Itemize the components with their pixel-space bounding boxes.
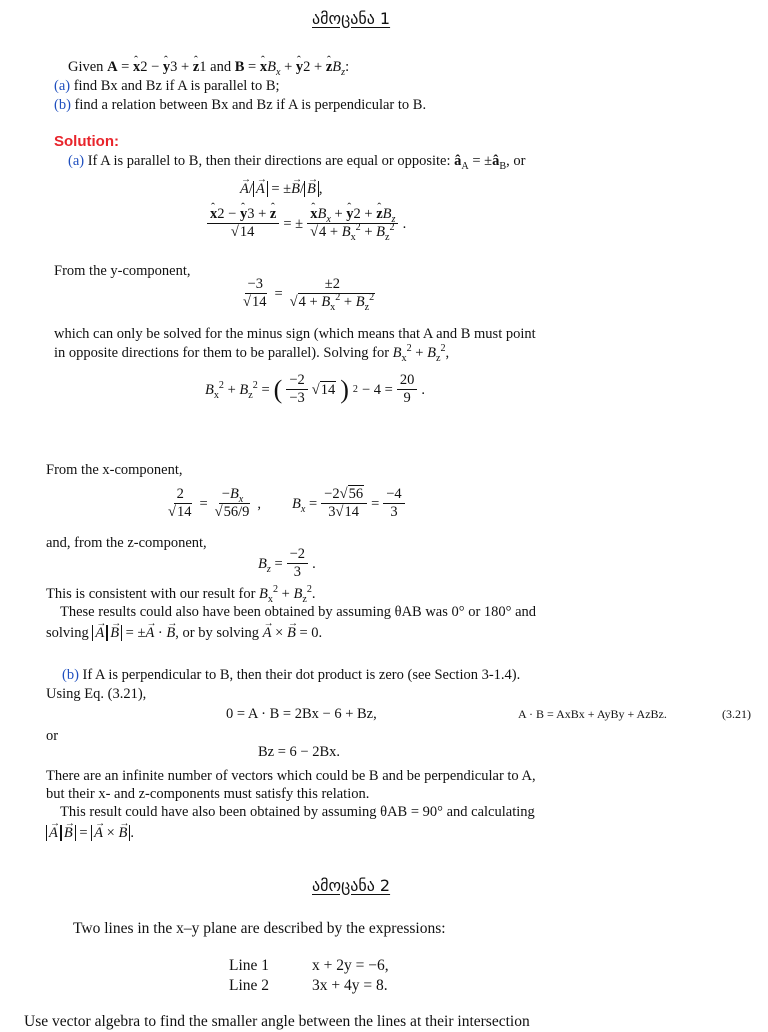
- sol-b-label: (b): [62, 667, 79, 683]
- solution-b-intro: [62, 666, 520, 684]
- equation-bx2-bz2: $B_x^2 + B_z^2$ = ( $\frac{-2}{-3}$ √14 ) 2 − 4 = $\frac{20}{9}$ .: [205, 372, 425, 406]
- could-also-text-3: This result could have also been obtained by assuming θAB = 90° and calculating: [60, 804, 535, 820]
- part-a-question: [54, 77, 280, 95]
- infinite-text-1: There are an infinite number of vectors which could be B and be perpendicular to A,: [46, 768, 536, 784]
- problem-2-intro: Two lines in the x–y plane are described by the expressions:: [73, 920, 446, 937]
- part-b-label: (b): [54, 97, 71, 113]
- equation-y-component: $\frac{-3}{√14}$ = $\frac{\pm 2}{√4 + B_x^2 + B_z^2}$: [243, 276, 375, 313]
- part-b-question: [54, 96, 426, 114]
- sol-a-label: (a): [68, 153, 85, 169]
- equation-unit-components: ˆ $\frac{\text{x2 − ˆ y3 + ˆ z}}{√14}$ = ± ˆ $\frac{xB_x + ˆ y2 + ˆ zB_z}{√4 + B_x^2 + B_z^2}$ .: [207, 206, 406, 241]
- equation-cross-magnitude: → A→ B = → A × → B .: [46, 824, 134, 842]
- minus-sign-line-2: in opposite directions for them to be parallel). Solving for $B_x^2 + B_z^2$,: [54, 343, 450, 364]
- problem-1-title: ამოცანა 1: [312, 9, 391, 28]
- consistent-text: This is consistent with our result for $B_x^2 + B_z^2$.: [46, 584, 316, 605]
- from-y-text: From the y-component,: [54, 263, 191, 279]
- equation-x-component: $\frac{2}{√14}$ = $\frac{-B_x}{√56/9}$ ,: [168, 486, 262, 520]
- sol-b-text: If A is perpendicular to B, then their dot product is zero (see Section 3-1.4).: [82, 667, 521, 683]
- line-1-label: Line 1: [229, 957, 270, 974]
- line-2-equation: 3x + 4y = 8.: [312, 977, 388, 994]
- problem-2-title: ამოცანა 2: [312, 876, 391, 895]
- given-statement: Given A = ˆ x2 − ˆ y3 + ˆ z1 and B = ˆ $xB_x$ + ˆ y2 + ˆ $zB_z$:: [68, 58, 349, 76]
- line-1-equation: x + 2y = −6,: [312, 957, 389, 974]
- equation-dot-product: 0 = A · B = 2Bx − 6 + Bz,: [226, 706, 377, 722]
- problem-2-task: Use vector algebra to find the smaller angle between the lines at their intersection: [24, 1013, 530, 1030]
- equation-bz-value: $B_z$ = $\frac{-2}{3}$ .: [258, 546, 316, 580]
- part-a-label: (a): [54, 78, 71, 94]
- equation-bz-relation: Bz = 6 − 2Bx.: [258, 744, 341, 760]
- line-2-label: Line 2: [229, 977, 270, 994]
- reference-equation: A · B = AxBx + AyBy + AzBz.: [518, 707, 667, 721]
- sol-a-text-1: If A is parallel to B, then their directions are equal or opposite:: [87, 153, 451, 169]
- or-text: or: [46, 728, 59, 744]
- solution-label: Solution:: [54, 133, 119, 150]
- could-also-text-2: solving → A→ B = ±→ A · → B, or by solving → A × → B = 0.: [46, 624, 322, 642]
- infinite-text-2: but their x- and z-components must satisfy this relation.: [46, 786, 370, 802]
- given-label: Given: [68, 59, 104, 75]
- part-a-text: find Bx and Bz if A is parallel to B;: [73, 78, 280, 94]
- sol-a-text-2: or: [513, 153, 526, 169]
- solution-a-intro: (a) If A is parallel to B, then their directions are equal or opposite: $â_A$ = $\pm â_B$, or: [68, 153, 526, 172]
- equation-bx-value: $B_x$ = $\frac{-2√56}{3√14}$ = $\frac{-4}{3}$: [292, 486, 405, 521]
- using-eq-text: Using Eq. (3.21),: [46, 686, 147, 702]
- from-z-text: and, from the z-component,: [46, 535, 207, 551]
- could-also-text-1: These results could also have been obtained by assuming θAB was 0° or 180° and: [60, 604, 537, 620]
- reference-equation-number: (3.21): [722, 707, 751, 721]
- minus-sign-line-1: which can only be solved for the minus sign (which means that A and B must point: [54, 326, 536, 342]
- from-x-text: From the x-component,: [46, 462, 183, 478]
- equation-unit-vectors: → A/→ A = ±→ B/→ B ,: [240, 180, 323, 198]
- part-b-text: find a relation between Bx and Bz if A is perpendicular to B.: [74, 97, 427, 113]
